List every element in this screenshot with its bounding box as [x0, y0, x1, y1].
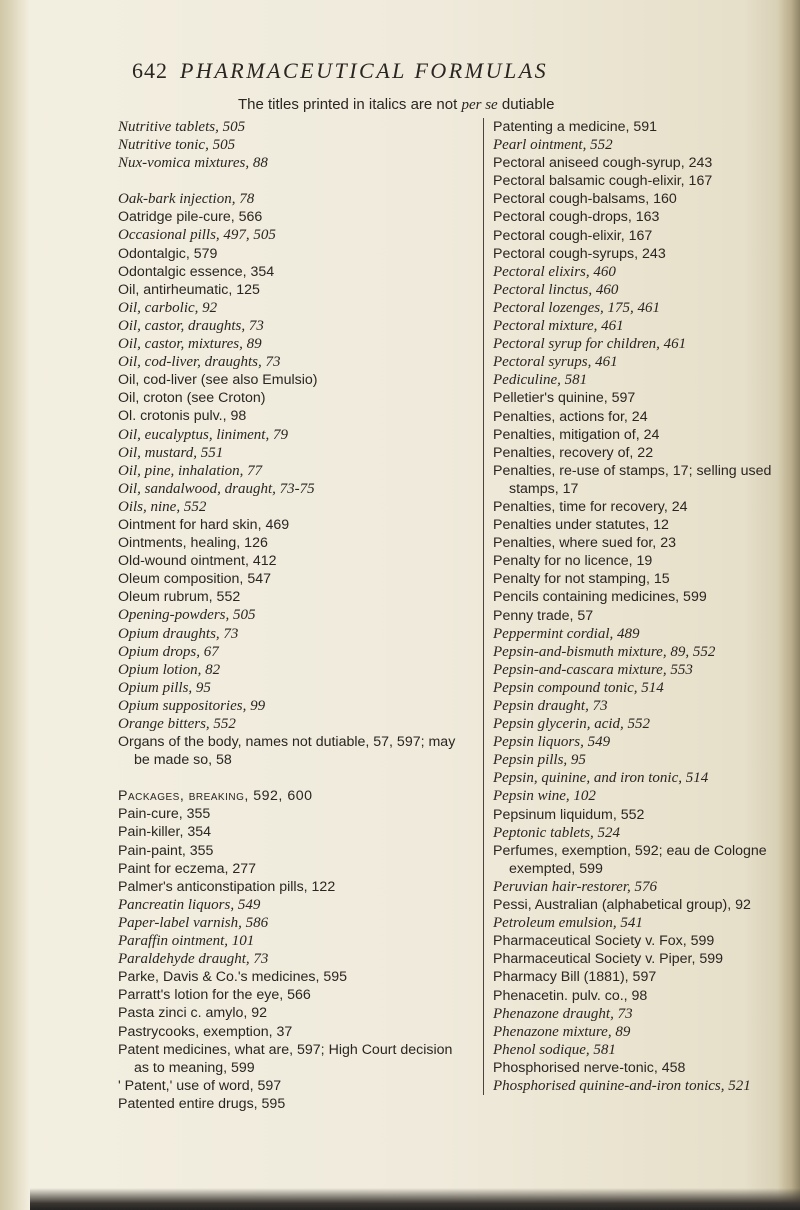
index-entry: Pectoral elixirs, 460 — [493, 263, 616, 280]
index-entry: Pancreatin liquors, 549 — [118, 896, 261, 913]
index-entry: Packages, breaking, 592, 600 — [118, 788, 313, 805]
page-gutter-shadow — [0, 0, 30, 1210]
index-entry: Penny trade, 57 — [493, 607, 594, 624]
index-entry: Oil, croton (see Croton) — [118, 390, 266, 407]
index-entry: Peruvian hair-restorer, 576 — [493, 878, 657, 895]
index-entry: Parke, Davis & Co.'s medicines, 595 — [118, 969, 348, 986]
index-entry: Paper-label varnish, 586 — [118, 914, 269, 931]
index-entry: Pectoral linctus, 460 — [493, 281, 619, 298]
index-entry: Ol. crotonis pulv., 98 — [118, 408, 247, 425]
index-entry: Ointments, healing, 126 — [118, 535, 268, 552]
index-entry: Pharmaceutical Society v. Piper, 599 — [493, 951, 724, 968]
index-entry: Patented entire drugs, 595 — [118, 1095, 286, 1112]
index-entry: Orange bitters, 552 — [118, 716, 236, 732]
index-entry: Pectoral cough-syrups, 243 — [493, 245, 666, 262]
index-entry: Paraldehyde draught, 73 — [118, 951, 269, 968]
index-group-p — [118, 787, 470, 1113]
index-entry: Oak-bark injection, 78 — [118, 191, 255, 208]
index-group-o — [118, 190, 470, 769]
index-entry: Penalty for not stamping, 15 — [493, 571, 670, 588]
index-entry: Pectoral cough-drops, 163 — [493, 209, 660, 226]
index-entry: Pasta zinci c. amylo, 92 — [118, 1005, 268, 1022]
index-entry: Pain-killer, 354 — [118, 824, 212, 841]
italics-note — [238, 96, 554, 114]
index-entry: Phenazone mixture, 89 — [493, 1023, 631, 1040]
index-entry: Pectoral lozenges, 175, 461 — [493, 299, 661, 316]
index-entry: Penalties, re-use of stamps, 17; selling used stamps, 17 — [493, 462, 772, 497]
index-entry: Pearl ointment, 552 — [493, 137, 613, 154]
index-entry: Nutritive tonic, 505 — [118, 137, 236, 154]
index-entry: Oil, castor, mixtures, 89 — [118, 336, 262, 353]
index-entry: Pharmaceutical Society v. Fox, 599 — [493, 933, 715, 950]
index-group-p-continued — [493, 118, 783, 1095]
index-entry: Pepsinum liquidum, 552 — [493, 806, 645, 823]
index-entry: Oatridge pile-cure, 566 — [118, 209, 263, 226]
note-suffix: dutiable — [497, 96, 555, 113]
index-entry: Occasional pills, 497, 505 — [118, 227, 276, 244]
index-entry: Oleum composition, 547 — [118, 571, 271, 588]
index-entry: Nutritive tablets, 505 — [118, 119, 246, 135]
index-entry: Peppermint cordial, 489 — [493, 625, 640, 642]
note-prefix: The titles printed in italics are not — [238, 96, 462, 113]
group-spacer — [118, 172, 470, 190]
index-entry: Penalties, recovery of, 22 — [493, 444, 654, 461]
index-entry: Ointment for hard skin, 469 — [118, 516, 290, 533]
index-entry: ' Patent,' use of word, 597 — [118, 1077, 282, 1094]
index-entry: Phosphorised nerve-tonic, 458 — [493, 1059, 686, 1076]
index-entry: Peptonic tablets, 524 — [493, 824, 621, 841]
index-entry: Pain-cure, 355 — [118, 806, 211, 823]
note-italic: per se — [461, 97, 498, 113]
index-entry: Pectoral balsamic cough-elixir, 167 — [493, 173, 713, 190]
index-entry: Oleum rubrum, 552 — [118, 589, 241, 606]
index-entry: Penalties, mitigation of, 24 — [493, 426, 660, 443]
index-entry: Pepsin pills, 95 — [493, 752, 586, 769]
index-entry: Pencils containing medicines, 599 — [493, 589, 707, 606]
index-entry: Oil, pine, inhalation, 77 — [118, 462, 263, 479]
index-entry: Penalties, actions for, 24 — [493, 408, 648, 425]
index-entry: Penalties under statutes, 12 — [493, 517, 669, 534]
index-entry: Old-wound ointment, 412 — [118, 553, 277, 570]
index-entry: Oil, cod-liver (see also Emulsio) — [118, 372, 318, 389]
index-entry: Oil, carbolic, 92 — [118, 299, 218, 316]
index-entry: Organs of the body, names not dutiable, 57, 597; may be made so, 58 — [118, 734, 456, 769]
index-entry: Oils, nine, 552 — [118, 498, 207, 515]
index-entry: Pepsin liquors, 549 — [493, 734, 611, 751]
index-entry: Opium lotion, 82 — [118, 661, 221, 678]
index-entry: Patenting a medicine, 591 — [493, 119, 658, 135]
index-entry: Oil, eucalyptus, liniment, 79 — [118, 426, 288, 443]
page-header — [132, 58, 652, 88]
index-entry: Penalties, where sued for, 23 — [493, 535, 676, 552]
index-entry: Pepsin wine, 102 — [493, 788, 596, 805]
index-entry: Pastrycooks, exemption, 37 — [118, 1023, 293, 1040]
index-entry: Phenol sodique, 581 — [493, 1041, 616, 1058]
index-entry: Odontalgic, 579 — [118, 245, 218, 262]
index-group-nutritive — [118, 118, 470, 172]
index-entry: Pectoral mixture, 461 — [493, 318, 624, 335]
index-entry: Petroleum emulsion, 541 — [493, 915, 643, 932]
index-entry: Oil, mustard, 551 — [118, 444, 224, 461]
index-entry: Opium suppositories, 99 — [118, 697, 266, 714]
index-entry: Paraffin ointment, 101 — [118, 933, 255, 950]
index-entry: Penalties, time for recovery, 24 — [493, 498, 688, 515]
group-spacer — [118, 769, 470, 787]
index-entry: Nux-vomica mixtures, 88 — [118, 155, 268, 172]
index-entry: Oil, antirheumatic, 125 — [118, 281, 260, 298]
index-entry: Pectoral aniseed cough-syrup, 243 — [493, 155, 713, 172]
index-entry: Pepsin draught, 73 — [493, 698, 608, 714]
index-entry: Perfumes, exemption, 592; eau de Cologne exempted, 599 — [493, 842, 767, 877]
index-entry: Paint for eczema, 277 — [118, 860, 257, 877]
index-entry: Opium draughts, 73 — [118, 625, 239, 642]
index-entry: Oil, castor, draughts, 73 — [118, 317, 264, 334]
index-entry: Oil, cod-liver, draughts, 73 — [118, 354, 281, 371]
index-entry: Penalty for no licence, 19 — [493, 553, 653, 570]
index-entry: Opium pills, 95 — [118, 679, 211, 696]
index-entry: Phenacetin. pulv. co., 98 — [493, 987, 648, 1004]
index-entry: Opening-powders, 505 — [118, 607, 256, 624]
index-entry: Pepsin, quinine, and iron tonic, 514 — [493, 770, 709, 787]
index-entry: Pain-paint, 355 — [118, 842, 214, 859]
index-entry: Phenazone draught, 73 — [493, 1005, 633, 1022]
index-entry: Palmer's anticonstipation pills, 122 — [118, 878, 336, 895]
index-entry: Phosphorised quinine-and-iron tonics, 521 — [493, 1077, 751, 1094]
index-entry: Pectoral cough-balsams, 160 — [493, 191, 677, 208]
index-entry: Pepsin-and-cascara mixture, 553 — [493, 661, 693, 678]
index-entry: Oil, sandalwood, draught, 73-75 — [118, 480, 315, 497]
running-title: PHARMACEUTICAL FORMULAS — [180, 58, 549, 83]
index-entry: Pectoral syrups, 461 — [493, 354, 618, 371]
index-entry: Pepsin glycerin, acid, 552 — [493, 716, 651, 733]
index-entry: Opium drops, 67 — [118, 643, 219, 660]
index-entry: Odontalgic essence, 354 — [118, 263, 275, 280]
page-number: 642 — [132, 58, 168, 83]
index-entry: Pediculine, 581 — [493, 372, 588, 389]
right-index-column — [483, 118, 783, 1095]
index-entry: Patent medicines, what are, 597; High Court decision as to meaning, 599 — [118, 1041, 453, 1076]
index-entry: Pepsin-and-bismuth mixture, 89, 552 — [493, 643, 716, 660]
index-entry: Pectoral syrup for children, 461 — [493, 336, 687, 353]
page-bottom-edge — [30, 1188, 800, 1210]
index-entry: Pectoral cough-elixir, 167 — [493, 227, 653, 244]
index-entry: Parratt's lotion for the eye, 566 — [118, 987, 311, 1004]
index-entry: Pelletier's quinine, 597 — [493, 390, 636, 407]
index-entry: Pessi, Australian (alphabetical group), 92 — [493, 897, 751, 914]
left-index-column — [118, 118, 470, 1113]
index-entry: Pepsin compound tonic, 514 — [493, 679, 664, 696]
index-entry: Pharmacy Bill (1881), 597 — [493, 969, 657, 986]
